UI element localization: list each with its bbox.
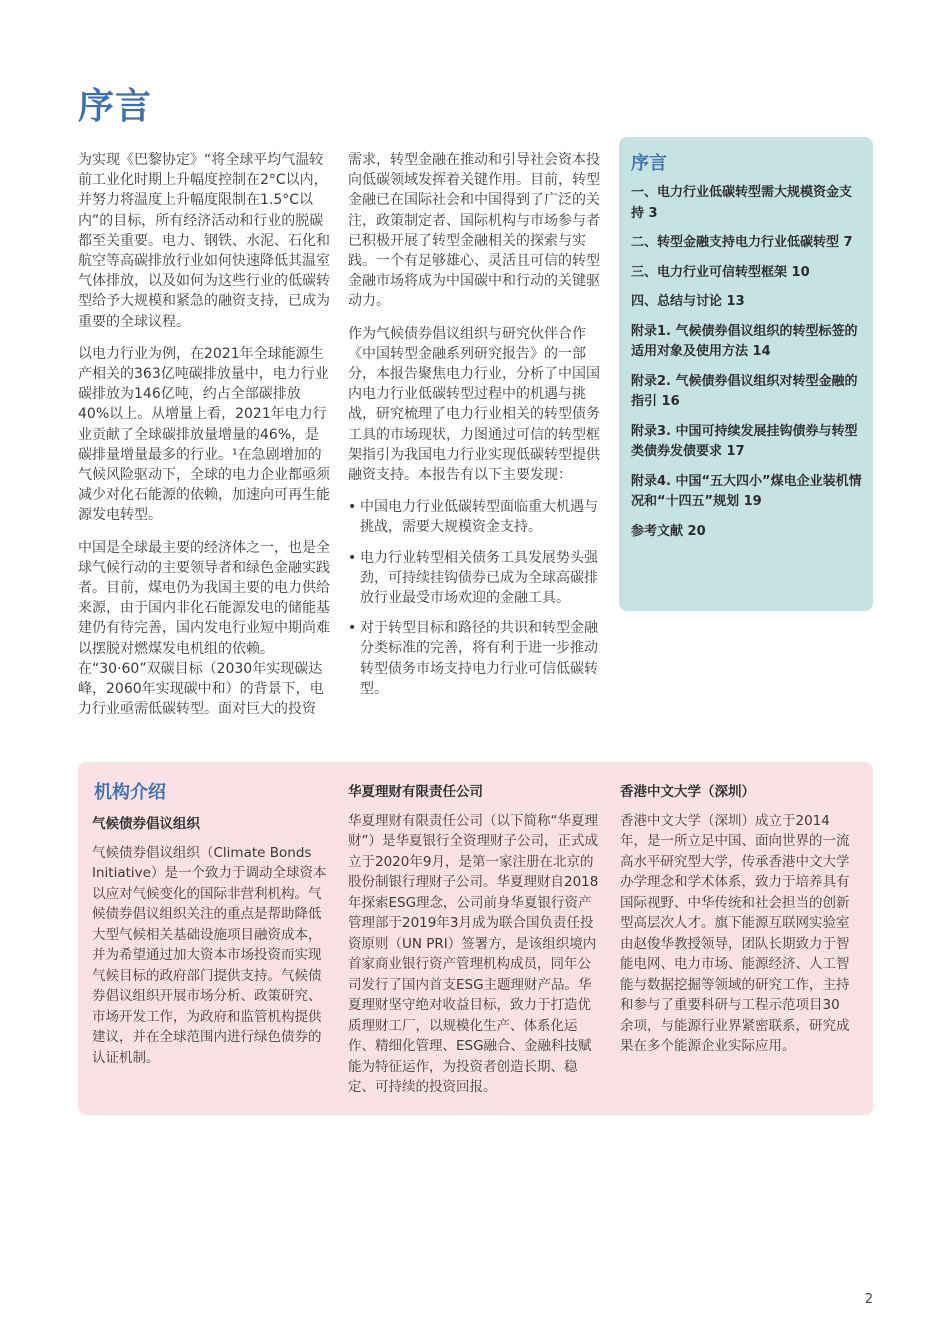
body-column-1 (78, 150, 330, 731)
toc-item-1[interactable]: 一、电力行业低碳转型需大规模资金支持 3 (631, 185, 853, 221)
toc-item-references[interactable]: 参考文献 20 (631, 523, 706, 539)
institution-name: 香港中文大学（深圳） (620, 784, 755, 800)
institution-name: 气候债券倡议组织 (92, 816, 200, 832)
paragraph: 中国是全球最主要的经济体之一，也是全球气候行动的主要领导者和绿色金融实践者。目前，煤电仍为我国主要的电力供给来源，由于国内非化石能源发电的储能基建仍有待完善，国内发电行业短中期尚难以摆脱对燃煤发电机组的依赖。在“30·60”双碳目标（2030年实现碳达峰，2060年实现碳中和）的背景下，电力行业亟需低碳转型。面对巨大的投资 (78, 539, 330, 718)
paragraph: 作为气候债券倡议组织与研究伙伴合作《中国转型金融系列研究报告》的一部分，本报告聚焦电力行业，分析了中国国内电力行业低碳转型过程中的机遇与挑战，研究梳理了电力行业相关的转型债务工具的市场现状，力图通过可信的转型框架指引为我国电力行业实现低碳转型提供融资支持。本报告有以下主要发现： (348, 325, 600, 484)
toc-item-2[interactable]: 二、转型金融支持电力行业低碳转型 7 (631, 235, 853, 250)
institution-huaxia (348, 782, 604, 1098)
list-item: • 电力行业转型相关债务工具发展势头强劲，可持续挂钩债券已成为全球高碳排放行业最受市场欢迎的金融工具。 (348, 548, 604, 609)
toc-item-3[interactable]: 三、电力行业可信转型框架 10 (631, 264, 810, 280)
list-item: • 对于转型目标和路径的共识和转型金融分类标准的完善，将有利于进一步推动转型债务市场支持电力行业可信低碳转型。 (348, 618, 604, 699)
institution-cuhksz (620, 782, 852, 1057)
body-column-2 (348, 150, 604, 709)
institution-name: 华夏理财有限责任公司 (348, 784, 483, 800)
institutions-heading: 机构介绍 (94, 782, 166, 803)
toc-item-appendix-3[interactable]: 附录3. 中国可持续发展挂钩债券与转型类债券发债要求 17 (631, 423, 858, 459)
page-number: 2 (864, 1292, 873, 1307)
toc-item-appendix-2[interactable]: 附录2. 气候债券倡议组织对转型金融的指引 16 (631, 373, 858, 409)
institution-cbi (92, 814, 328, 1068)
institution-description: 华夏理财有限责任公司（以下简称“华夏理财”）是华夏银行全资理财子公司，正式成立于2020年9月，是第一家注册在北京的股份制银行理财子公司。华夏理财自2018年探索ESG理念，公司前身华夏银行资产管理部于2019年3月成为联合国负责任投资原则（UN PRI）签署方，是该组织境内首家商业银行资产管理机构成员，同年公司发行了国内首支ESG主题理财产品。华夏理财坚守绝对收益目标，致力于打造优质理财工厂，以规模化生产、体系化运作、精细化管理、ESG融合、金融科技赋能为特征运作，为投资者创造长期、稳定、可持续的投资回报。 (348, 812, 599, 1095)
table-of-contents (619, 137, 873, 611)
institution-description: 香港中文大学（深圳）成立于2014年，是一所立足中国、面向世界的一流高水平研究型大学，传承香港中文大学办学理念和学术体系，致力于培养具有国际视野、中华传统和社会担当的创新型高层次人才。旗下能源互联网实验室由赵俊华教授领导，团队长期致力于智能电网、电力市场、能源经济、人工智能与数据挖掘等领域的研究工作，主持和参与了重要科研与工程示范项目30余项，与能源行业界紧密联系，研究成果在多个能源企业实际应用。 (620, 812, 850, 1054)
institutions-box (78, 762, 873, 1115)
findings-list (348, 497, 604, 699)
toc-title[interactable]: 序言 (631, 153, 667, 174)
paragraph: 为实现《巴黎协定》“将全球平均气温较前工业化时期上升幅度控制在2°C以内，并努力将温度上升幅度限制在1.5°C以内”的目标，所有经济活动和行业的脱碳都至关重要。电力、钢铁、水泥、石化和航空等高碳排放行业如何快速降低其温室气体排放，以及如何为这些行业的低碳转型给予大规模和紧急的融资支持，已成为重要的全球议程。 (78, 152, 330, 330)
toc-item-appendix-1[interactable]: 附录1. 气候债券倡议组织的转型标签的适用对象及使用方法 14 (631, 323, 858, 359)
list-item: • 中国电力行业低碳转型面临重大机遇与挑战，需要大规模资金支持。 (348, 497, 604, 537)
toc-item-appendix-4[interactable]: 附录4. 中国“五大四小”煤电企业装机情况和“十四五”规划 19 (631, 473, 862, 509)
paragraph: 需求，转型金融在推动和引导社会资本投向低碳领域发挥着关键作用。目前，转型金融已在国际社会和中国得到了广泛的关注，政策制定者、国际机构与市场参与者已积极开展了转型金融相关的探索与实践。一个有足够雄心、灵活且可信的转型金融市场将成为中国碳中和行动的关键驱动力。 (348, 152, 600, 310)
paragraph: 以电力行业为例，在2021年全球能源生产相关的363亿吨碳排放量中，电力行业碳排放为146亿吨，约占全部碳排放40%以上。从增量上看，2021年电力行业贡献了全球碳排放量增量的46%，是碳排量增量最多的行业。¹在急剧增加的气候风险驱动下，全球的电力企业都亟须减少对化石能源的依赖，加速向可再生能源发电转型。 (78, 345, 330, 524)
toc-item-4[interactable]: 四、总结与讨论 13 (631, 294, 745, 309)
institution-description: 气候债券倡议组织（Climate Bonds Initiative）是一个致力于调动全球资本以应对气候变化的国际非营利机构。气候债券倡议组织关注的重点是帮助降低大型气候相关基础设施项目融资成本，并为希望通过加大资本市场投资而实现气候目标的政府部门提供支持。气候债券倡议组织开展市场分析、政策研究、市场开发工作，为政府和监管机构提供建议，并在全球范围内进行绿色债券的认证机制。 (92, 844, 327, 1066)
page-title: 序言 (78, 86, 153, 127)
